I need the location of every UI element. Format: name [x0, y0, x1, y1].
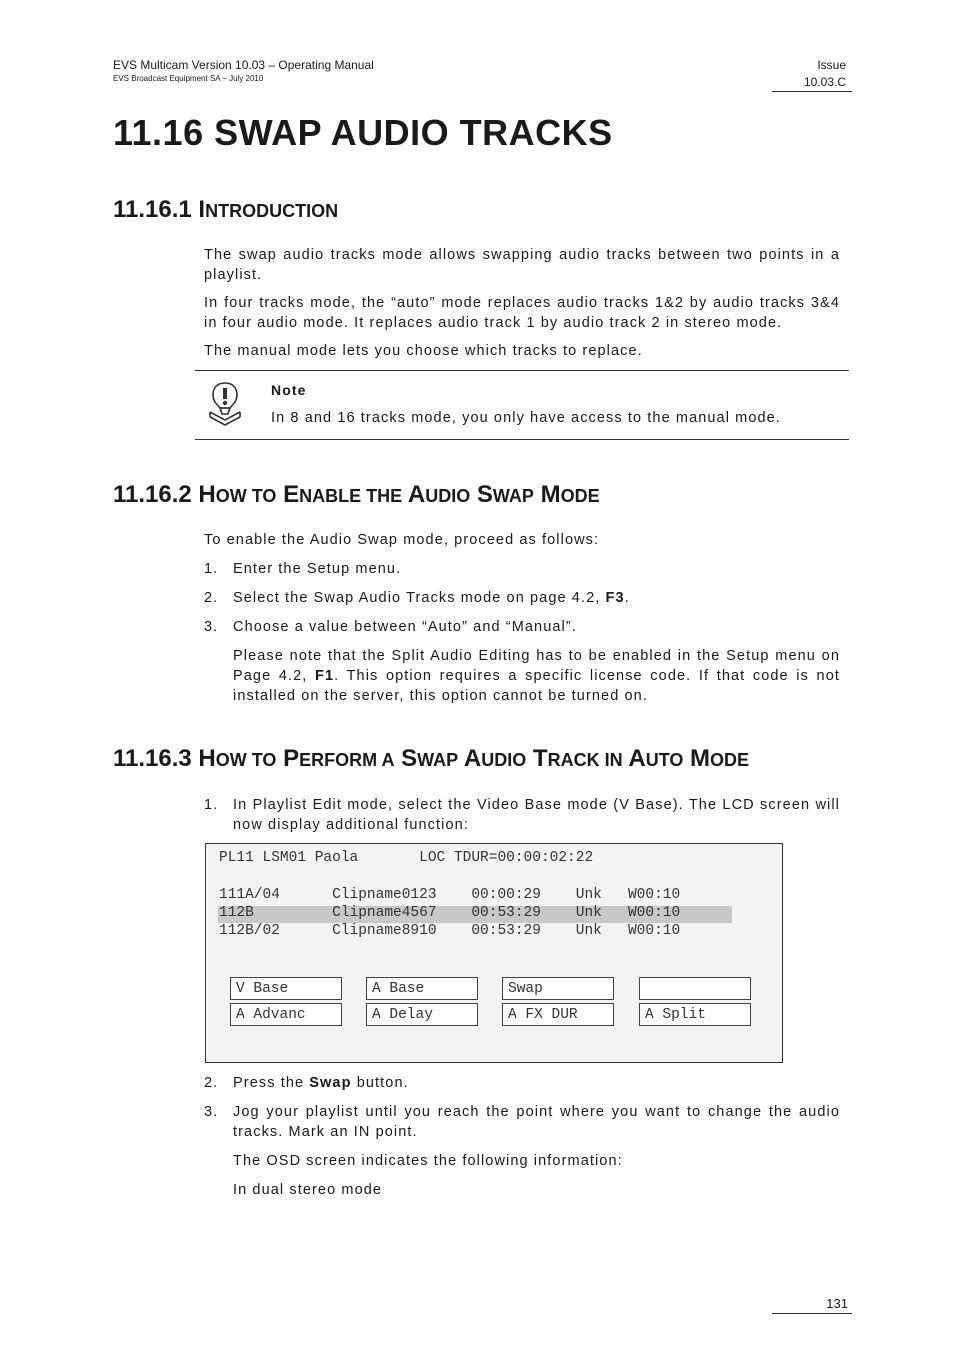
heading-smallcaps: UDIO	[481, 750, 527, 770]
step-number: 2.	[204, 590, 219, 606]
lcd-screen	[205, 843, 783, 1063]
key-a-base: A Base	[366, 977, 478, 1000]
page-title: 11.16 SWAP AUDIO TRACKS	[113, 112, 613, 153]
step-text: In Playlist Edit mode, select the Video Base mode (V Base). The LCD screen will now display additional function:	[233, 797, 840, 833]
manual-title: EVS Multicam Version 10.03 – Operating Manual	[113, 58, 374, 72]
heading-initial: A	[622, 745, 646, 772]
step-text: Enter the Setup menu.	[233, 561, 402, 577]
note-bottom-rule	[195, 439, 849, 440]
section-title	[198, 196, 338, 223]
heading-smallcaps: UDIO	[425, 486, 471, 506]
section-title	[198, 481, 599, 508]
key-v-base: V Base	[230, 977, 342, 1000]
section-heading-swap-auto-mode	[113, 745, 749, 773]
heading-smallcaps: NTRODUCTION	[205, 201, 339, 221]
heading-initial: A	[458, 745, 482, 772]
heading-smallcaps: OW TO	[215, 750, 277, 770]
key-swap: Swap	[502, 977, 614, 1000]
section-number: 11.16.3	[113, 745, 192, 772]
heading-smallcaps: UTO	[645, 750, 684, 770]
intro-paragraph-3: The manual mode lets you choose which tracks to replace.	[204, 343, 643, 359]
step-text: Select the Swap Audio Tracks mode on page 4.2, F3.	[233, 590, 630, 606]
lcd-header: PL11 LSM01 Paola LOC TDUR=00:00:02:22	[219, 850, 594, 866]
page-number: 131	[826, 1296, 848, 1311]
key-a-fx-dur: A FX DUR	[502, 1003, 614, 1026]
section-heading-introduction	[113, 196, 338, 224]
key-a-delay: A Delay	[366, 1003, 478, 1026]
heading-initial: M	[683, 745, 711, 772]
heading-initial: E	[276, 481, 300, 508]
note-text: In 8 and 16 tracks mode, you only have access to the manual mode.	[271, 410, 781, 426]
step-subtext: The OSD screen indicates the following information:	[233, 1153, 623, 1169]
key-f3: F3	[605, 590, 625, 606]
license-note: Please note that the Split Audio Editing has to be enabled in the Setup menu on Page 4.2, F1. This option requires a specific license code. If that code is not installed on the server, this option cannot be turned on.	[233, 648, 840, 704]
heading-initial: H	[198, 481, 216, 508]
lcd-row-selected: 112B Clipname4567 00:53:29 Unk W00:10	[219, 905, 681, 921]
issue-number: 10.03.C	[803, 75, 846, 89]
enable-intro: To enable the Audio Swap mode, proceed as follows:	[204, 532, 600, 548]
heading-initial: T	[526, 745, 548, 772]
step-text: Choose a value between “Auto” and “Manual”.	[233, 619, 577, 635]
heading-smallcaps: ERFORM A	[299, 750, 395, 770]
step-number: 1.	[204, 561, 219, 577]
heading-initial: P	[276, 745, 300, 772]
heading-smallcaps: ODE	[560, 486, 600, 506]
heading-smallcaps: WAP	[417, 750, 459, 770]
heading-smallcaps: ODE	[710, 750, 750, 770]
heading-initial: A	[402, 481, 426, 508]
heading-smallcaps: OW TO	[215, 486, 277, 506]
step-text: Jog your playlist until you reach the point where you want to change the audio tracks. Mark an IN point.	[233, 1104, 840, 1140]
intro-paragraph-2: In four tracks mode, the “auto” mode replaces audio tracks 1&2 by audio tracks 3&4 in four audio mode. It replaces audio track 1 by audio track 2 in stereo mode.	[204, 295, 840, 331]
step-number: 1.	[204, 797, 219, 813]
step-subtext: In dual stereo mode	[233, 1182, 383, 1198]
lcd-row: 112B/02 Clipname8910 00:53:29 Unk W00:10	[219, 923, 681, 939]
heading-initial: I	[198, 196, 206, 223]
key-a-split: A Split	[639, 1003, 751, 1026]
section-title	[198, 745, 749, 772]
heading-initial: S	[470, 481, 493, 508]
issue-label: Issue	[817, 58, 846, 72]
heading-smallcaps: WAP	[492, 486, 534, 506]
header-rule	[772, 91, 852, 92]
note-exclamation-icon	[206, 380, 244, 428]
footer-rule	[772, 1313, 852, 1314]
lcd-row: 111A/04 Clipname0123 00:00:29 Unk W00:10	[219, 887, 681, 903]
note-title: Note	[271, 382, 307, 398]
step-number: 2.	[204, 1075, 219, 1091]
key-f1: F1	[315, 668, 335, 684]
key-a-advanc: A Advanc	[230, 1003, 342, 1026]
heading-initial: H	[198, 745, 216, 772]
intro-paragraph-1: The swap audio tracks mode allows swapping audio tracks between two points in a playlist.	[204, 247, 840, 283]
section-number: 11.16.1	[113, 196, 192, 223]
heading-initial: S	[394, 745, 418, 772]
swap-button-label: Swap	[309, 1075, 352, 1091]
heading-smallcaps: RACK IN	[547, 750, 623, 770]
step-number: 3.	[204, 619, 219, 635]
section-heading-enable-audio-swap	[113, 481, 600, 509]
section-number: 11.16.2	[113, 481, 192, 508]
note-top-rule	[195, 370, 849, 371]
heading-initial: M	[533, 481, 561, 508]
heading-smallcaps: NABLE THE	[299, 486, 403, 506]
key-empty	[639, 977, 751, 1000]
step-number: 3.	[204, 1104, 219, 1120]
company-line: EVS Broadcast Equipment SA – July 2010	[113, 74, 264, 83]
step-text: Press the Swap button.	[233, 1075, 409, 1091]
